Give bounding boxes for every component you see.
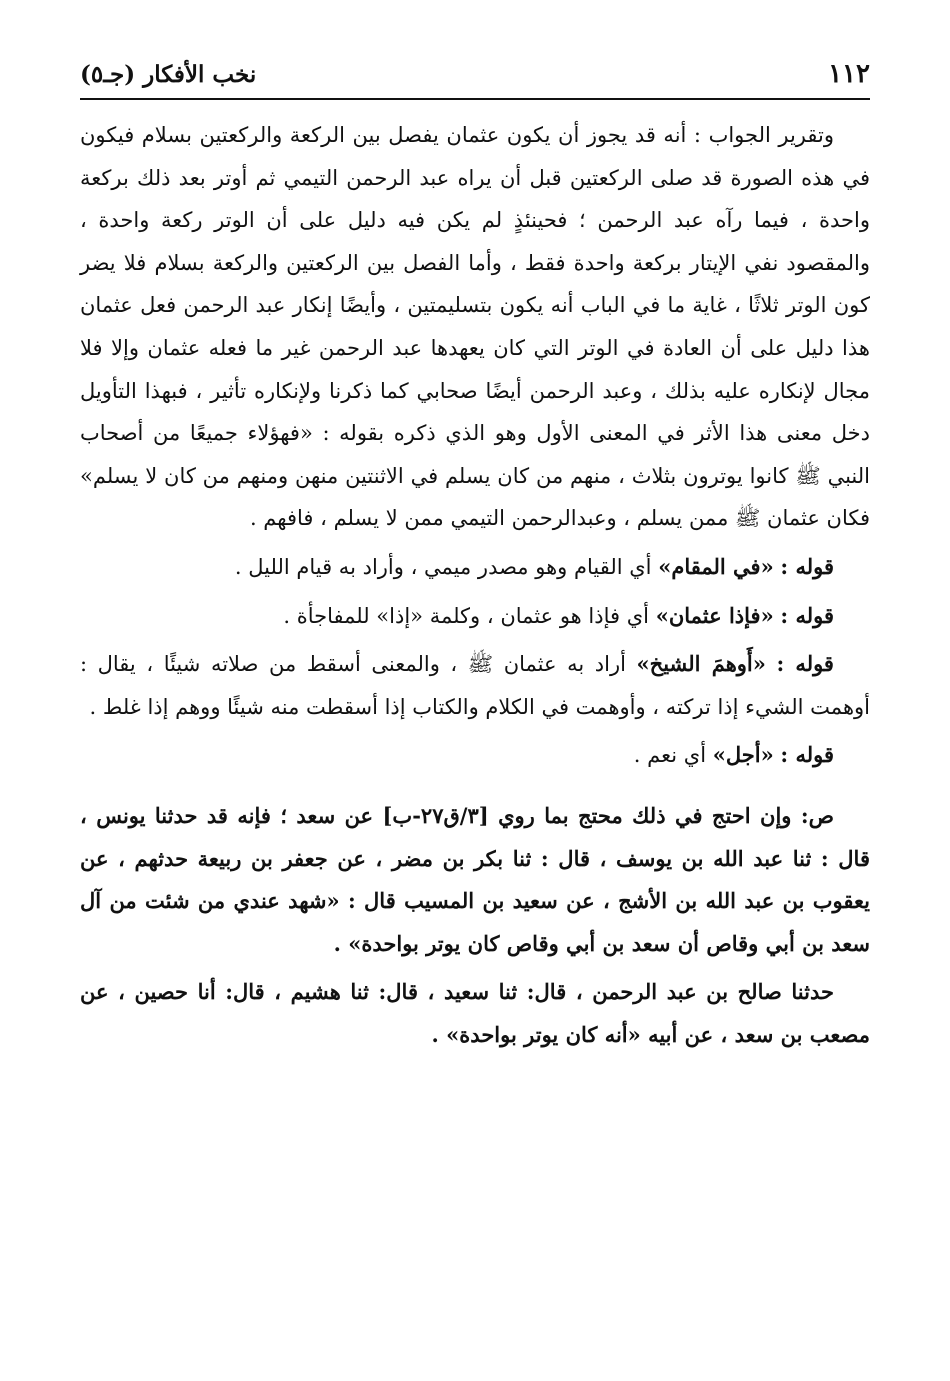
commentary-label: قوله : — [780, 742, 834, 768]
commentary-text: أراد به عثمان ﷺ ، والمعنى أسقط من صلاته شيئًا ، يقال : أوهمت الشيء إذا تركته ، وأوهمت في الكلام والكتاب إذا أسقطت منه شيئًا ووهم إذا غلط . — [80, 652, 870, 719]
paragraph-commentary-awham — [80, 643, 870, 728]
commentary-text: أي القيام وهو مصدر ميمي ، وأراد به قيام الليل . — [234, 554, 652, 579]
quoted-term: «أَوهمَ الشيخ» — [636, 651, 766, 677]
page-number: ١١٢ — [828, 59, 870, 89]
commentary-label: قوله : — [776, 651, 834, 677]
header-divider — [80, 98, 870, 100]
paragraph-explanation: وتقرير الجواب : أنه قد يجوز أن يكون عثمان يفصل بين الركعة والركعتين بسلام فيكون في هذه الصورة قد صلى الركعتين قبل أن يراه عبد الرحمن التيمي ثم أوتر بعد ذلك بركعة واحدة ، فيما رآه عبد الرحمن ؛ فحينئذٍ لم يكن فيه دليل على أن الوتر ركعة واحدة ، والمقصود نفي الإيتار بركعة واحدة فقط ، وأما الفصل بين الركعتين والركعة بسلام فلا يضر كون الوتر ثلاثًا ، غاية ما في الباب أنه يكون بتسليمتين ، وأيضًا إنكار عبد الرحمن فعل عثمان هذا دليل على أن العادة في الوتر التي كان يعهدها عبد الرحمن غير ما فعله عثمان وإلا فلا مجال لإنكاره عليه بذلك ، وعبد الرحمن أيضًا صحابي كما ذكرنا ولإنكاره تأثير ، فبهذا التأويل دخل معنى هذا الأثر في المعنى الأول وهو الذي ذكره بقوله : «فهؤلاء جميعًا من أصحاب النبي ﷺ كانوا يوترون بثلاث ، منهم من كان يسلم في الاثنتين منهن ومنهم من كان لا يسلم» فكان عثمان ﷺ ممن يسلم ، وعبدالرحمن التيمي ممن لا يسلم ، فافهم . — [80, 123, 870, 531]
page-body — [80, 114, 870, 1056]
paragraph-hadith-musab: حدثنا صالح بن عبد الرحمن ، قال: ثنا سعيد ، قال: ثنا هشيم ، قال: أنا حصين ، عن مصعب بن سعد ، عن أبيه «أنه كان يوتر بواحدة» . — [80, 979, 870, 1047]
section-gap — [80, 777, 870, 795]
paragraph-hadith-saad: ص: وإن احتج في ذلك محتج بما روي [٣/ق٢٧-ب] عن سعد ؛ فإنه قد حدثنا يونس ، قال : ثنا عبد الله بن يوسف ، قال : ثنا بكر بن مضر ، عن جعفر بن ربيعة حدثهم ، عن يعقوب بن عبد الله بن الأشج ، عن سعيد بن المسيب قال : «شهد عندي من شئت من آل سعد بن أبي وقاص أن سعد بن أبي وقاص كان يوتر بواحدة» . — [80, 802, 870, 956]
commentary-label: قوله : — [780, 553, 834, 579]
paragraph-commentary-idha — [80, 595, 870, 638]
commentary-text: أي نعم . — [633, 743, 707, 768]
quoted-term: «فإذا عثمان» — [655, 602, 774, 628]
commentary-text: أي فإذا هو عثمان ، وكلمة «إذا» للمفاجأة . — [283, 603, 649, 628]
paragraph-commentary-ajal — [80, 734, 870, 777]
paragraph-commentary-maqam — [80, 546, 870, 589]
page-header — [80, 52, 870, 96]
book-title: نخب الأفكار (جـ٥) — [80, 60, 257, 88]
quoted-term: «أجل» — [712, 742, 774, 768]
quoted-term: «في المقام» — [658, 553, 774, 579]
commentary-label: قوله : — [780, 602, 834, 628]
